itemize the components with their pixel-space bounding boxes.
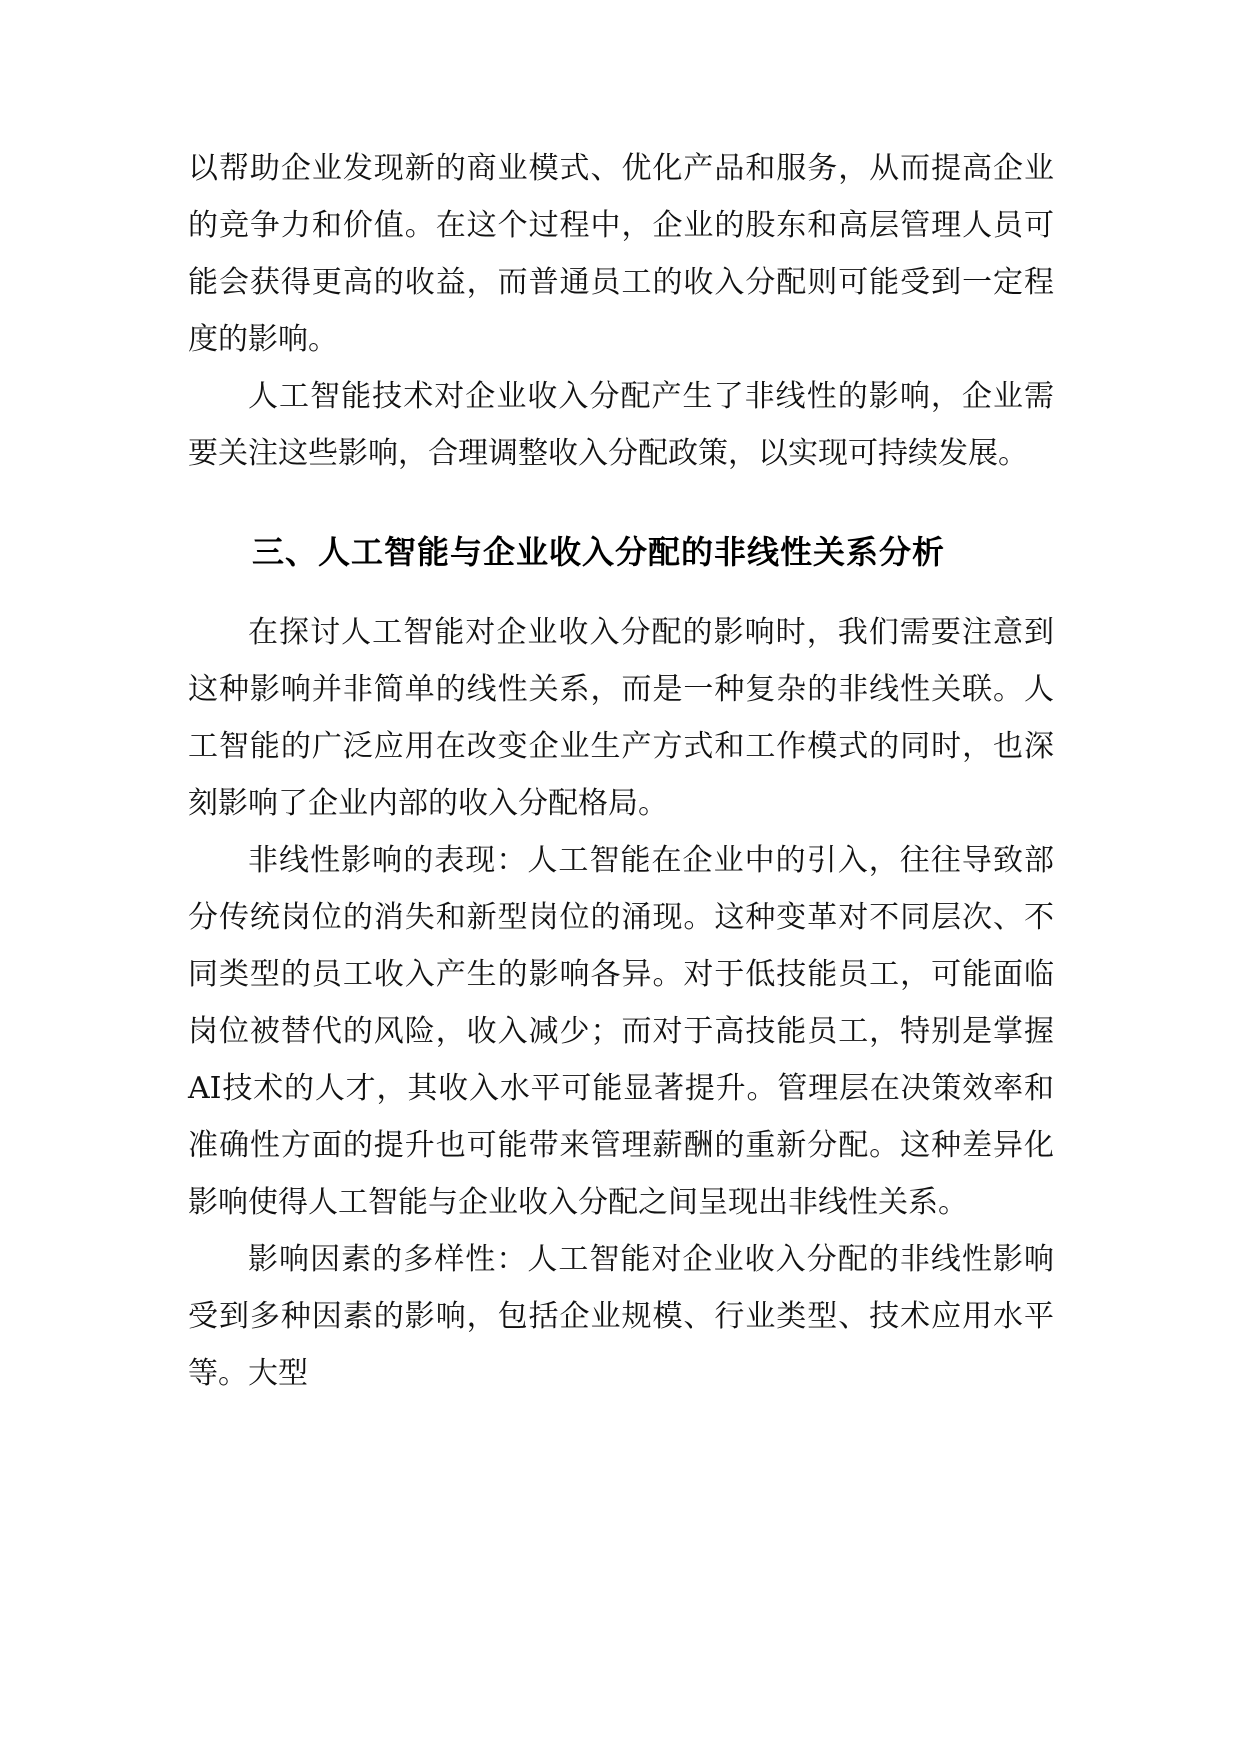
- paragraph-4: 非线性影响的表现：人工智能在企业中的引入，往往导致部分传统岗位的消失和新型岗位的涌现。这种变革对不同层次、不同类型的员工收入产生的影响各异。对于低技能员工，可能面临岗位被替代的风险，收入减少；而对于高技能员工，特别是掌握AI技术的人才，其收入水平可能显著提升。管理层在决策效率和准确性方面的提升也可能带来管理薪酬的重新分配。这种差异化影响使得人工智能与企业收入分配之间呈现出非线性关系。: [188, 843, 1054, 1220]
- document-body: [188, 140, 1054, 1402]
- section-heading: 三、人工智能与企业收入分配的非线性关系分析: [252, 533, 946, 571]
- paragraph-3: 在探讨人工智能对企业收入分配的影响时，我们需要注意到这种影响并非简单的线性关系，而是一种复杂的非线性关联。人工智能的广泛应用在改变企业生产方式和工作模式的同时，也深刻影响了企业内部的收入分配格局。: [188, 615, 1054, 821]
- paragraph-5: 影响因素的多样性：人工智能对企业收入分配的非线性影响受到多种因素的影响，包括企业规模、行业类型、技术应用水平等。大型: [188, 1242, 1054, 1391]
- paragraph-continued-1: 以帮助企业发现新的商业模式、优化产品和服务，从而提高企业的竞争力和价值。在这个过程中，企业的股东和高层管理人员可能会获得更高的收益，而普通员工的收入分配则可能受到一定程度的影响。: [188, 151, 1054, 357]
- paragraph-2: 人工智能技术对企业收入分配产生了非线性的影响，企业需要关注这些影响，合理调整收入分配政策，以实现可持续发展。: [188, 379, 1054, 471]
